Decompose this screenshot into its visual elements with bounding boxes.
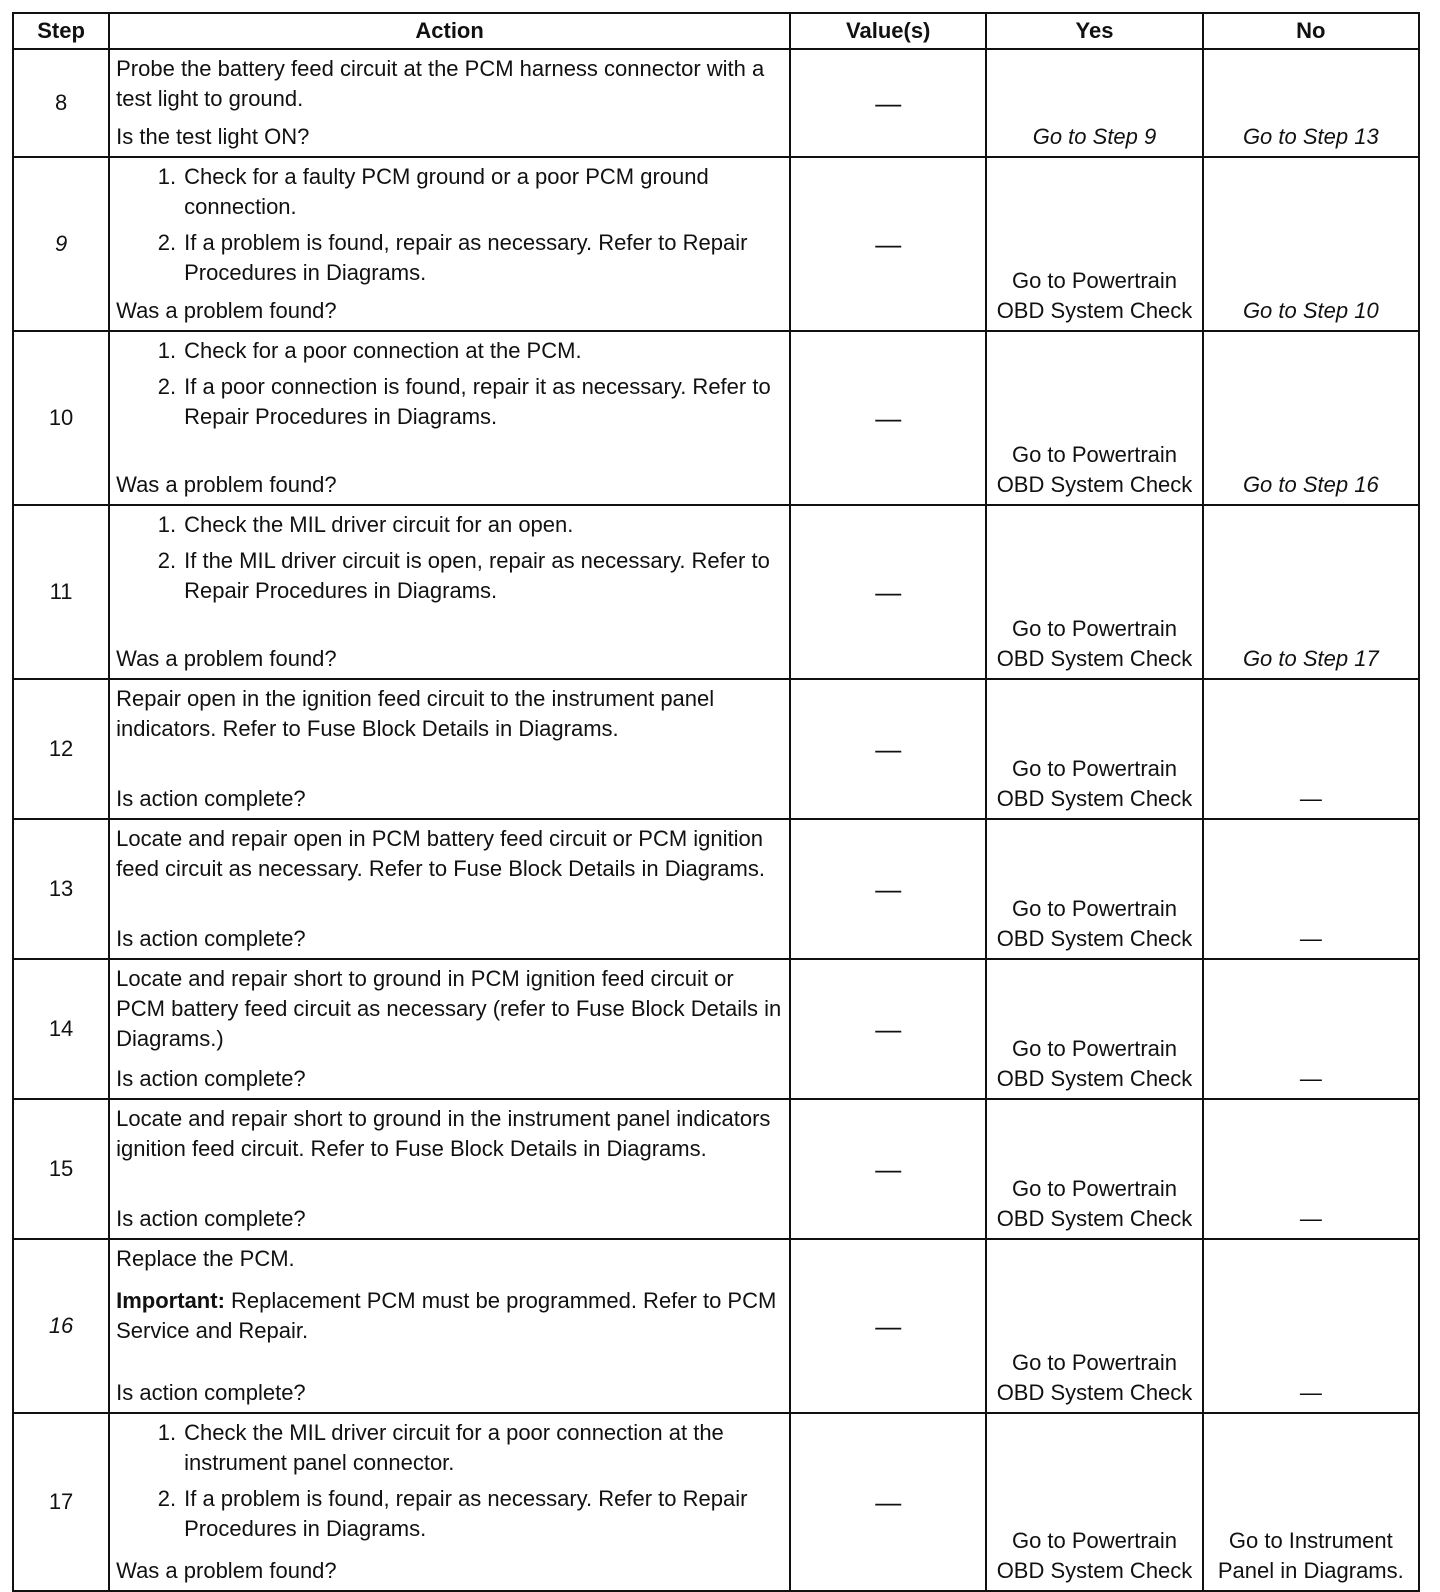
step-cell — [13, 1099, 109, 1239]
action-text: Probe the battery feed circuit at the PCM harness connector with a test light to ground. — [116, 56, 765, 111]
important-label: Important: — [116, 1288, 225, 1313]
step-cell — [13, 157, 109, 331]
no-cell — [1203, 1239, 1419, 1413]
value-text: — — [875, 228, 902, 259]
action-question: Was a problem found? — [116, 472, 337, 497]
table-row — [13, 1099, 1419, 1239]
action-cell — [109, 157, 790, 331]
action-body — [116, 684, 783, 744]
action-cell — [109, 819, 790, 959]
action-body — [116, 824, 783, 884]
list-item-number: 2. — [157, 1486, 177, 1511]
yes-result: Go to Powertrain OBD System Check — [996, 442, 1193, 497]
list-item-text: Check for a poor connection at the PCM. — [184, 338, 582, 363]
no-cell — [1203, 1413, 1419, 1591]
no-cell — [1203, 1099, 1419, 1239]
no-cell — [1203, 679, 1419, 819]
step-number: 17 — [48, 1489, 74, 1514]
header-yes: Yes — [986, 13, 1202, 49]
step-number: 13 — [48, 876, 74, 901]
action-content — [110, 50, 789, 156]
yes-cell — [986, 1099, 1202, 1239]
value-cell — [790, 49, 986, 157]
action-question: Is action complete? — [116, 1066, 306, 1091]
action-content — [110, 960, 789, 1098]
action-text: Locate and repair open in PCM battery feed circuit or PCM ignition feed circuit as necessary. Refer to Fuse Block Details in Diagrams. — [116, 826, 765, 881]
header-value: Value(s) — [790, 13, 986, 49]
action-question: Is action complete? — [116, 926, 306, 951]
value-text: — — [875, 873, 902, 904]
action-steps-list — [116, 510, 783, 606]
list-item-number: 2. — [157, 374, 177, 399]
yes-result: Go to Powertrain OBD System Check — [996, 268, 1193, 323]
header-row — [13, 13, 1419, 49]
action-question: Was a problem found? — [116, 646, 337, 671]
list-item-text: If a problem is found, repair as necessary. Refer to Repair Procedures in Diagrams. — [184, 1486, 748, 1541]
table-row — [13, 505, 1419, 679]
step-cell — [13, 1413, 109, 1591]
value-text: — — [875, 1310, 902, 1341]
action-text: Repair open in the ignition feed circuit to the instrument panel indicators. Refer to Fuse Block Details in Diagrams. — [116, 686, 715, 741]
list-item-number: 2. — [157, 230, 177, 255]
table-body — [13, 49, 1419, 1591]
yes-cell — [986, 157, 1202, 331]
action-question: Was a problem found? — [116, 298, 337, 323]
important-note — [116, 1286, 783, 1346]
action-question: Was a problem found? — [116, 1558, 337, 1583]
step-cell — [13, 679, 109, 819]
list-item — [116, 546, 783, 606]
list-item-number: 2. — [157, 548, 177, 573]
action-content — [110, 1414, 789, 1590]
action-cell — [109, 959, 790, 1099]
action-question: Is the test light ON? — [116, 124, 310, 149]
list-item-text: Check the MIL driver circuit for an open. — [184, 512, 574, 537]
yes-cell — [986, 1239, 1202, 1413]
value-text: — — [875, 402, 902, 433]
step-number: 8 — [54, 90, 68, 115]
value-cell — [790, 1099, 986, 1239]
no-result: Go to Instrument Panel in Diagrams. — [1217, 1528, 1404, 1583]
value-cell — [790, 819, 986, 959]
action-question: Is action complete? — [116, 1206, 306, 1231]
table-row — [13, 331, 1419, 505]
no-result: — — [1299, 786, 1322, 811]
list-item — [116, 162, 783, 222]
table-row — [13, 819, 1419, 959]
no-cell — [1203, 331, 1419, 505]
value-cell — [790, 505, 986, 679]
action-text: Locate and repair short to ground in the instrument panel indicators ignition feed circuit. Refer to Fuse Block Details in Diagrams. — [116, 1106, 771, 1161]
list-item-text: If the MIL driver circuit is open, repair as necessary. Refer to Repair Procedures in Diagrams. — [184, 548, 770, 603]
action-content — [110, 506, 789, 678]
action-body — [116, 510, 783, 612]
action-body — [116, 1418, 783, 1550]
step-number: 9 — [54, 231, 68, 256]
no-result: Go to Step 17 — [1242, 646, 1379, 671]
yes-result: Go to Powertrain OBD System Check — [996, 616, 1193, 671]
no-cell — [1203, 157, 1419, 331]
list-item-number: 1. — [157, 338, 177, 363]
action-text: Replace the PCM. — [116, 1246, 295, 1271]
no-result: Go to Step 13 — [1242, 124, 1379, 149]
list-item-text: If a problem is found, repair as necessary. Refer to Repair Procedures in Diagrams. — [184, 230, 748, 285]
yes-result: Go to Powertrain OBD System Check — [996, 896, 1193, 951]
action-body — [116, 964, 783, 1054]
value-text: — — [875, 576, 902, 607]
table-row — [13, 1239, 1419, 1413]
no-cell — [1203, 819, 1419, 959]
no-result: — — [1299, 1066, 1322, 1091]
yes-result: Go to Powertrain OBD System Check — [996, 1528, 1193, 1583]
yes-cell — [986, 959, 1202, 1099]
important-text: Replacement PCM must be programmed. Refer to PCM Service and Repair. — [116, 1288, 777, 1343]
action-body — [116, 162, 783, 294]
no-result: — — [1299, 1380, 1322, 1405]
value-cell — [790, 959, 986, 1099]
no-cell — [1203, 49, 1419, 157]
step-cell — [13, 505, 109, 679]
value-cell — [790, 331, 986, 505]
step-number: 15 — [48, 1156, 74, 1181]
step-number: 11 — [49, 579, 73, 604]
list-item-text: If a poor connection is found, repair it as necessary. Refer to Repair Procedures in Diagrams. — [184, 374, 771, 429]
yes-cell — [986, 1413, 1202, 1591]
list-item — [116, 336, 783, 366]
step-number: 14 — [48, 1016, 74, 1041]
no-result: — — [1299, 926, 1322, 951]
action-question: Is action complete? — [116, 786, 306, 811]
yes-cell — [986, 819, 1202, 959]
table-row — [13, 157, 1419, 331]
value-cell — [790, 1413, 986, 1591]
action-cell — [109, 505, 790, 679]
value-text: — — [875, 1486, 902, 1517]
action-content — [110, 158, 789, 330]
list-item — [116, 510, 783, 540]
yes-cell — [986, 505, 1202, 679]
yes-result: Go to Powertrain OBD System Check — [996, 756, 1193, 811]
list-item — [116, 1418, 783, 1478]
value-text: — — [875, 1013, 902, 1044]
yes-result: Go to Powertrain OBD System Check — [996, 1036, 1193, 1091]
list-item — [116, 372, 783, 432]
table-row — [13, 1413, 1419, 1591]
action-body — [116, 1104, 783, 1164]
header-action: Action — [109, 13, 790, 49]
action-steps-list — [116, 162, 783, 288]
action-cell — [109, 679, 790, 819]
action-cell — [109, 1239, 790, 1413]
action-content — [110, 1240, 789, 1412]
action-steps-list — [116, 336, 783, 432]
value-text: — — [875, 1153, 902, 1184]
step-cell — [13, 331, 109, 505]
step-cell — [13, 1239, 109, 1413]
list-item — [116, 1484, 783, 1544]
action-content — [110, 820, 789, 958]
diagnostic-table — [12, 12, 1420, 1592]
action-text: Locate and repair short to ground in PCM ignition feed circuit or PCM battery feed circuit as necessary (refer to Fuse Block Details in Diagrams.) — [116, 966, 782, 1051]
action-body — [116, 336, 783, 438]
action-cell — [109, 1099, 790, 1239]
list-item-number: 1. — [157, 512, 177, 537]
step-number: 16 — [48, 1313, 74, 1338]
header-no: No — [1203, 13, 1419, 49]
no-cell — [1203, 959, 1419, 1099]
step-cell — [13, 49, 109, 157]
action-content — [110, 680, 789, 818]
yes-result: Go to Step 9 — [1032, 124, 1157, 149]
table-row — [13, 959, 1419, 1099]
step-cell — [13, 959, 109, 1099]
value-cell — [790, 679, 986, 819]
yes-result: Go to Powertrain OBD System Check — [996, 1176, 1193, 1231]
step-number: 12 — [48, 736, 74, 761]
value-cell — [790, 157, 986, 331]
yes-cell — [986, 331, 1202, 505]
action-cell — [109, 331, 790, 505]
action-steps-list — [116, 1418, 783, 1544]
list-item-number: 1. — [157, 164, 177, 189]
action-content — [110, 332, 789, 504]
list-item-number: 1. — [157, 1420, 177, 1445]
no-result: Go to Step 16 — [1242, 472, 1379, 497]
no-cell — [1203, 505, 1419, 679]
no-result: Go to Step 10 — [1242, 298, 1379, 323]
action-cell — [109, 1413, 790, 1591]
list-item-text: Check the MIL driver circuit for a poor connection at the instrument panel connector. — [184, 1420, 724, 1475]
value-text: — — [875, 87, 902, 118]
action-content — [110, 1100, 789, 1238]
list-item-text: Check for a faulty PCM ground or a poor PCM ground connection. — [184, 164, 709, 219]
step-number: 10 — [48, 405, 74, 430]
yes-cell — [986, 679, 1202, 819]
table-row — [13, 679, 1419, 819]
table-row — [13, 49, 1419, 157]
value-text: — — [875, 733, 902, 764]
step-cell — [13, 819, 109, 959]
yes-result: Go to Powertrain OBD System Check — [996, 1350, 1193, 1405]
action-body — [116, 54, 783, 114]
action-cell — [109, 49, 790, 157]
yes-cell — [986, 49, 1202, 157]
value-cell — [790, 1239, 986, 1413]
list-item — [116, 228, 783, 288]
action-body — [116, 1244, 783, 1346]
header-step: Step — [13, 13, 109, 49]
no-result: — — [1299, 1206, 1322, 1231]
action-question: Is action complete? — [116, 1380, 306, 1405]
